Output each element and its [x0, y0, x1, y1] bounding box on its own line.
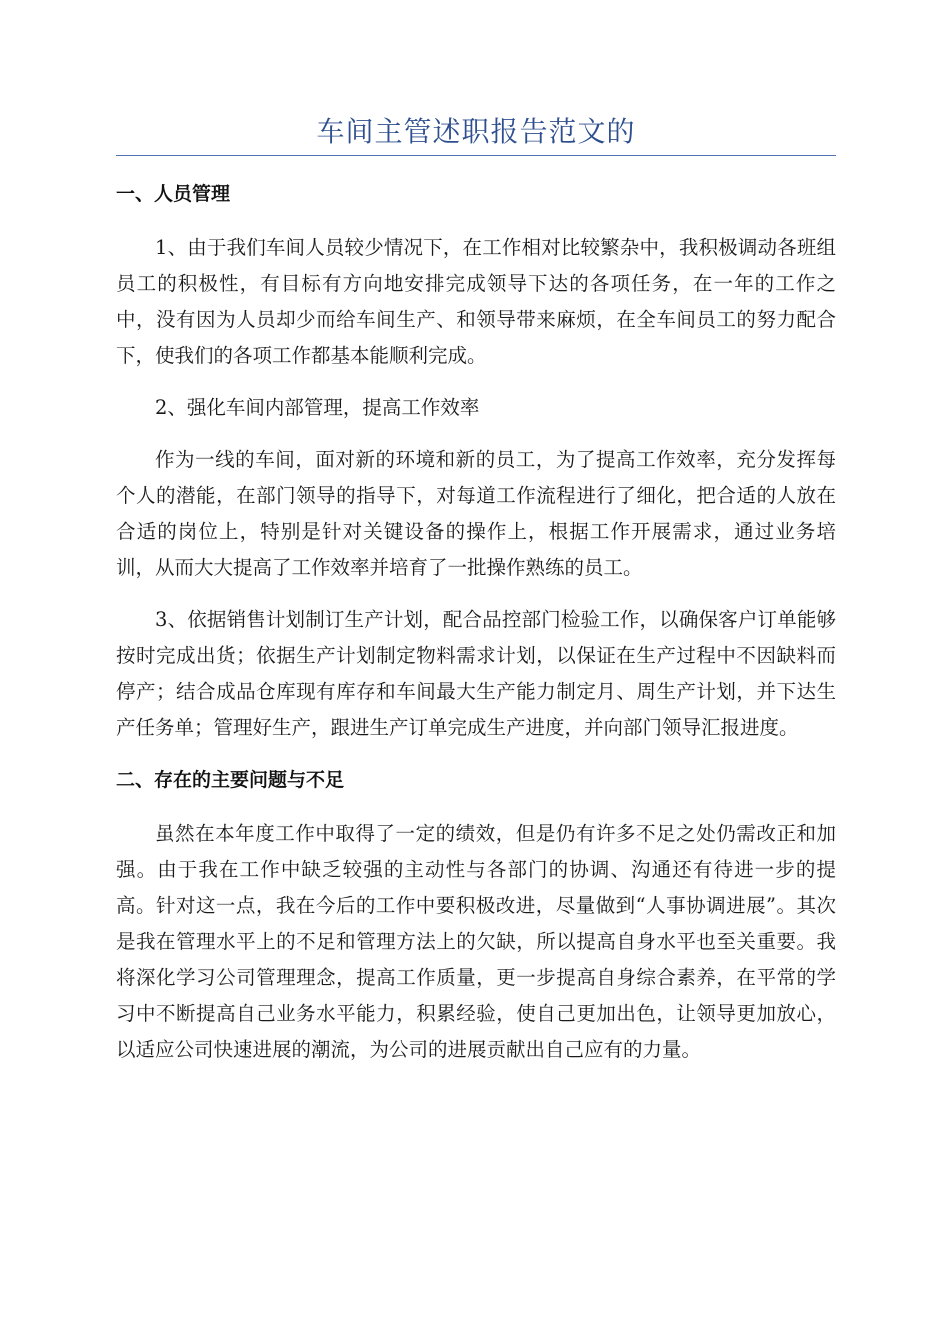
section-problems-and-shortcomings: [116, 762, 836, 1068]
paragraph: 2、强化车间内部管理，提高工作效率: [155, 396, 480, 419]
paragraph: 作为一线的车间，面对新的环境和新的员工，为了提高工作效率，充分发挥每个人的潜能，在部门领导的指导下，对每道工作流程进行了细化，把合适的人放在合适的岗位上，特别是针对关键设备的操作上，根据工作开展需求，通过业务培训，从而大大提高了工作效率并培育了一批操作熟练的员工。: [116, 448, 836, 579]
paragraph: 3、依据销售计划制订生产计划，配合品控部门检验工作，以确保客户订单能够按时完成出货；依据生产计划制定物料需求计划，以保证在生产过程中不因缺料而停产；结合成品仓库现有库存和车间最大生产能力制定月、周生产计划，并下达生产任务单；管理好生产，跟进生产订单完成生产进度，并向部门领导汇报进度。: [116, 608, 836, 739]
section-personnel-management: [116, 176, 836, 746]
paragraph: 1、由于我们车间人员较少情况下，在工作相对比较繁杂中，我积极调动各班组员工的积极性，有目标有方向地安排完成领导下达的各项任务，在一年的工作之中，没有因为人员却少而给车间生产、和领导带来麻烦，在全车间员工的努力配合下，使我们的各项工作都基本能顺利完成。: [116, 236, 836, 367]
document-title: 车间主管述职报告范文的: [316, 115, 636, 148]
title-underline: [116, 155, 836, 156]
section-heading: 二、存在的主要问题与不足: [116, 769, 345, 791]
section-heading: 一、人员管理: [116, 183, 231, 205]
document-body: [116, 176, 836, 1084]
paragraph: 虽然在本年度工作中取得了一定的绩效，但是仍有许多不足之处仍需改正和加强。由于我在工作中缺乏较强的主动性与各部门的协调、沟通还有待进一步的提高。针对这一点，我在今后的工作中要积极改进，尽量做到“人事协调进展”。其次是我在管理水平上的不足和管理方法上的欠缺，所以提高自身水平也至关重要。我将深化学习公司管理理念，提高工作质量，更一步提高自身综合素养，在平常的学习中不断提高自己业务水平能力，积累经验，使自己更加出色，让领导更加放心，以适应公司快速进展的潮流，为公司的进展贡献出自己应有的力量。: [116, 822, 836, 1061]
